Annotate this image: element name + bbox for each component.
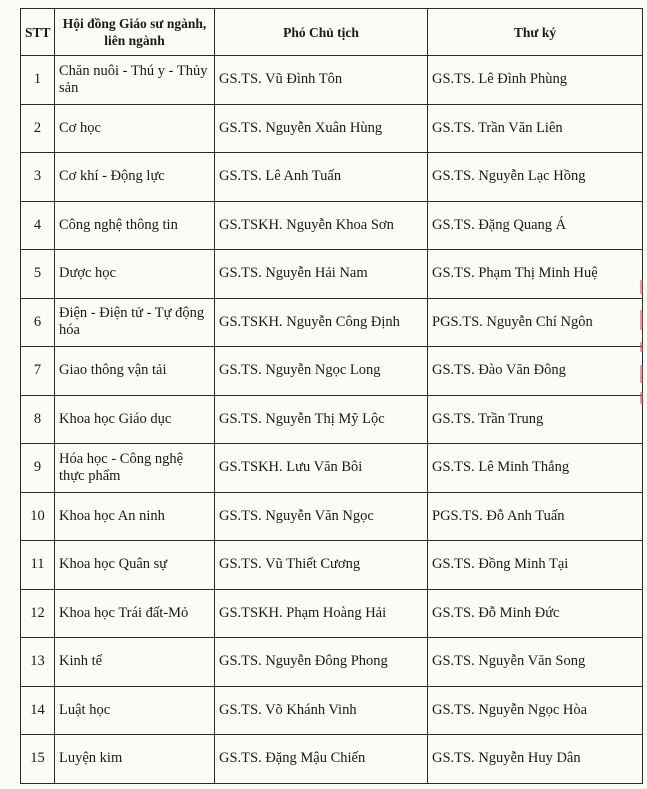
table-row [21,638,643,687]
row-vice-chair-cell: GS.TS. Nguyễn Đông Phong [215,638,428,687]
row-secretary-cell: GS.TS. Nguyễn Huy Dân [428,735,643,784]
table-row [21,686,643,735]
council-table [20,8,643,784]
row-vice-chair-cell: GS.TS. Nguyễn Hải Nam [215,250,428,299]
row-secretary-cell: GS.TS. Đào Văn Đông [428,347,643,396]
row-secretary-cell: GS.TS. Lê Đình Phùng [428,56,643,105]
row-secretary-cell: GS.TS. Trần Trung [428,395,643,444]
table-row [21,735,643,784]
row-stt-cell: 5 [21,250,55,299]
row-council-cell: Kinh tế [55,638,215,687]
row-secretary-cell: GS.TS. Trần Văn Liên [428,104,643,153]
row-stt-cell: 11 [21,541,55,590]
row-secretary-cell: PGS.TS. Nguyễn Chí Ngôn [428,298,643,347]
margin-stamp-mark [640,280,644,410]
table-row [21,201,643,250]
row-council-cell: Cơ khí - Động lực [55,153,215,202]
header-vice-chair: Phó Chủ tịch [215,9,428,56]
row-stt-cell: 10 [21,492,55,541]
header-council: Hội đồng Giáo sư ngành, liên ngành [55,9,215,56]
table-row [21,395,643,444]
row-stt-cell: 12 [21,589,55,638]
table-row [21,250,643,299]
row-council-cell: Hóa học - Công nghệ thực phẩm [55,444,215,493]
row-council-cell: Khoa học An ninh [55,492,215,541]
header-secretary: Thư ký [428,9,643,56]
table-row [21,347,643,396]
row-stt-cell: 2 [21,104,55,153]
table-row [21,492,643,541]
row-vice-chair-cell: GS.TS. Nguyễn Thị Mỹ Lộc [215,395,428,444]
table-row [21,589,643,638]
row-stt-cell: 6 [21,298,55,347]
row-stt-cell: 15 [21,735,55,784]
row-vice-chair-cell: GS.TSKH. Nguyễn Công Định [215,298,428,347]
row-council-cell: Khoa học Trái đất-Mỏ [55,589,215,638]
table-row [21,444,643,493]
row-stt-cell: 3 [21,153,55,202]
row-stt-cell: 1 [21,56,55,105]
row-vice-chair-cell: GS.TS. Vũ Đình Tôn [215,56,428,105]
row-vice-chair-cell: GS.TS. Nguyễn Ngọc Long [215,347,428,396]
row-council-cell: Khoa học Quân sự [55,541,215,590]
row-vice-chair-cell: GS.TS. Võ Khánh Vinh [215,686,428,735]
row-stt-cell: 9 [21,444,55,493]
row-vice-chair-cell: GS.TS. Lê Anh Tuấn [215,153,428,202]
table-row [21,153,643,202]
row-stt-cell: 8 [21,395,55,444]
row-stt-cell: 4 [21,201,55,250]
table-header-row [21,9,643,56]
row-vice-chair-cell: GS.TSKH. Lưu Văn Bôi [215,444,428,493]
row-stt-cell: 13 [21,638,55,687]
row-secretary-cell: GS.TS. Đặng Quang Á [428,201,643,250]
row-vice-chair-cell: GS.TSKH. Nguyễn Khoa Sơn [215,201,428,250]
row-council-cell: Cơ học [55,104,215,153]
row-vice-chair-cell: GS.TS. Nguyễn Văn Ngọc [215,492,428,541]
table-body [21,56,643,784]
row-vice-chair-cell: GS.TS. Đặng Mậu Chiến [215,735,428,784]
row-council-cell: Luật học [55,686,215,735]
table-row [21,298,643,347]
row-council-cell: Khoa học Giáo dục [55,395,215,444]
row-council-cell: Điện - Điện tử - Tự động hóa [55,298,215,347]
row-secretary-cell: GS.TS. Nguyễn Lạc Hồng [428,153,643,202]
row-council-cell: Luyện kim [55,735,215,784]
row-council-cell: Dược học [55,250,215,299]
row-secretary-cell: GS.TS. Đỗ Minh Đức [428,589,643,638]
table-row [21,104,643,153]
row-secretary-cell: GS.TS. Đồng Minh Tại [428,541,643,590]
header-stt: STT [21,9,55,56]
row-secretary-cell: GS.TS. Nguyễn Văn Song [428,638,643,687]
table-row [21,541,643,590]
row-secretary-cell: GS.TS. Nguyễn Ngọc Hòa [428,686,643,735]
row-vice-chair-cell: GS.TSKH. Phạm Hoàng Hải [215,589,428,638]
row-council-cell: Chăn nuôi - Thú y - Thủy sản [55,56,215,105]
row-secretary-cell: PGS.TS. Đỗ Anh Tuấn [428,492,643,541]
row-council-cell: Công nghệ thông tin [55,201,215,250]
row-stt-cell: 7 [21,347,55,396]
row-secretary-cell: GS.TS. Lê Minh Thắng [428,444,643,493]
row-vice-chair-cell: GS.TS. Vũ Thiết Cương [215,541,428,590]
row-secretary-cell: GS.TS. Phạm Thị Minh Huệ [428,250,643,299]
row-vice-chair-cell: GS.TS. Nguyễn Xuân Hùng [215,104,428,153]
table-row [21,56,643,105]
row-council-cell: Giao thông vận tải [55,347,215,396]
row-stt-cell: 14 [21,686,55,735]
